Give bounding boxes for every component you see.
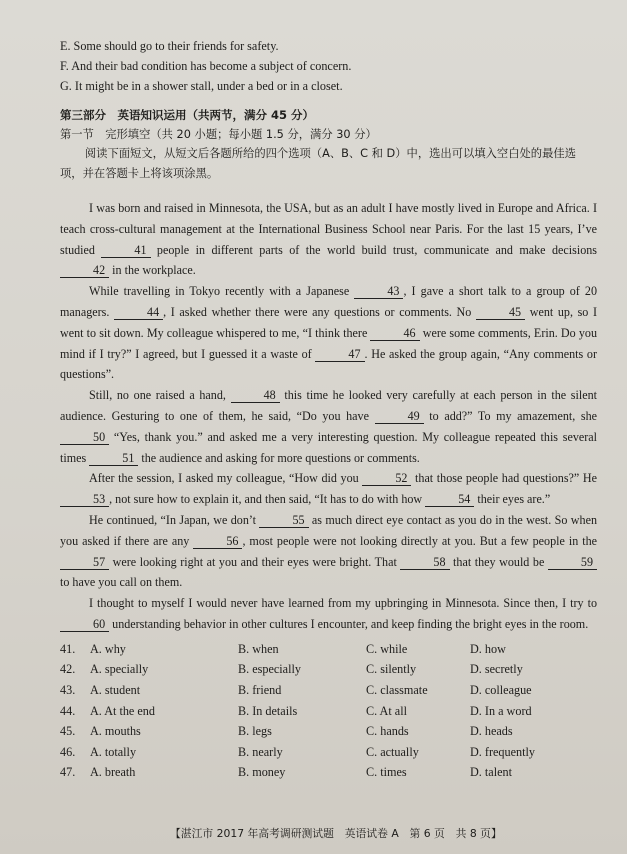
passage-text: to have you call on them. — [60, 575, 183, 590]
passage-text: this time he looked very carefully at each person in the silent audience. Gesturing to one of them, he said, “Do you have — [60, 388, 597, 423]
blank-56: 56 — [193, 534, 242, 549]
choice-a: A. totally — [90, 744, 137, 759]
passage-text: were looking right at you and their eyes were bright. That — [109, 554, 401, 569]
choice-c: C. classmate — [366, 682, 428, 697]
blank-49: 49 — [375, 409, 424, 424]
blank-58: 58 — [400, 555, 449, 570]
passage-text: . He asked the group again, “Any comments or questions”. — [60, 346, 597, 382]
choice-b: B. when — [238, 641, 279, 656]
choice-b: B. In details — [238, 703, 298, 718]
question-number: 42. — [60, 662, 76, 677]
blank-46: 46 — [370, 326, 419, 341]
passage-text: the audience and asking for more questions or comments. — [138, 450, 420, 465]
blank-54: 54 — [425, 492, 474, 507]
choice-row — [60, 639, 597, 660]
blank-41: 41 — [101, 243, 150, 258]
choice-d: D. frequently — [470, 744, 535, 759]
reading-options-block — [60, 36, 597, 96]
choice-row — [60, 659, 597, 680]
question-number: 43. — [60, 682, 76, 697]
choice-c: C. actually — [366, 744, 419, 759]
blank-50: 50 — [60, 430, 109, 445]
question-number: 44. — [60, 703, 76, 718]
blank-47: 47 — [315, 347, 364, 362]
choice-a: A. At the end — [90, 703, 155, 718]
question-number: 47. — [60, 765, 76, 780]
choice-c: C. At all — [366, 703, 407, 718]
subsection-title: 第一节 完形填空（共 20 小题；每小题 1.5 分，满分 30 分） — [60, 128, 377, 141]
choice-row — [60, 701, 597, 722]
choice-c: C. hands — [366, 724, 409, 739]
passage-text: , most people were not looking directly at you. But a few people in the — [242, 533, 597, 548]
choice-d: D. how — [470, 641, 506, 656]
blank-42: 42 — [60, 263, 109, 278]
option-f: F. And their bad condition has become a subject of concern. — [60, 59, 352, 73]
choice-a: A. specially — [90, 662, 149, 677]
blank-57: 57 — [60, 555, 109, 570]
blank-53: 53 — [60, 492, 109, 507]
passage-text: I thought to myself I would never have learned from my upbringing in Minnesota. Since then, I try to — [89, 596, 597, 611]
passage-text: , I gave a short talk to a group of 20 managers. — [60, 284, 597, 319]
passage-text: understanding behavior in other cultures I encounter, and keep finding the bright eyes in the room. — [109, 616, 589, 631]
passage-text: He continued, “In Japan, we don’t — [89, 512, 260, 527]
choice-d: D. secretly — [470, 662, 523, 677]
choice-a: A. why — [90, 641, 126, 656]
blank-43: 43 — [354, 284, 403, 299]
passage-text: After the session, I asked my colleague, “How did you — [89, 471, 363, 486]
choice-c: C. while — [366, 641, 408, 656]
instructions: 阅读下面短文，从短文后各题所给的四个选项（A、B、C 和 D）中，选出可以填入空白处的最佳选项，并在答题卡上将该项涂黑。 — [60, 147, 576, 180]
choice-b: B. legs — [238, 724, 272, 739]
passage-text: , I asked whether there were any questions or comments. No — [163, 304, 476, 319]
choice-b: B. money — [238, 765, 286, 780]
blank-52: 52 — [362, 471, 411, 486]
question-number: 41. — [60, 641, 76, 656]
passage-text: , not sure how to explain it, and then said, “It has to do with how — [109, 492, 426, 507]
question-number: 45. — [60, 724, 76, 739]
choice-b: B. especially — [238, 662, 301, 677]
passage-text: as much direct eye contact as you do in the west. So when you asked if there are any — [60, 512, 597, 548]
passage-text: Still, no one raised a hand, — [89, 388, 231, 403]
passage-paragraph — [60, 281, 597, 385]
passage-text: that they would be — [449, 554, 548, 569]
choice-d: D. heads — [470, 724, 513, 739]
passage-text: While travelling in Tokyo recently with a Japanese — [89, 284, 355, 299]
choice-d: D. colleague — [470, 682, 532, 697]
choice-c: C. times — [366, 765, 407, 780]
passage-paragraph — [60, 593, 597, 635]
choice-d: D. talent — [470, 765, 512, 780]
passage-text: “Yes, thank you.” and asked me a very interesting question. My colleague repeated this several times — [60, 429, 597, 465]
passage-text: in the workplace. — [109, 263, 196, 278]
question-number: 46. — [60, 744, 76, 759]
passage-paragraph — [60, 385, 597, 468]
blank-59: 59 — [548, 555, 597, 570]
blank-55: 55 — [259, 513, 308, 528]
passage-text: that those people had questions?” He — [411, 471, 597, 486]
choice-a: A. student — [90, 682, 141, 697]
choice-b: B. nearly — [238, 744, 283, 759]
answer-choices — [60, 639, 597, 783]
passage-text: to add?” To my amazement, she — [423, 408, 597, 423]
passage-text: people in different parts of the world build trust, communicate and make decisions — [150, 242, 597, 257]
passage-text: went up, so I went to sit down. My colleague whispered to me, “I think there — [60, 304, 598, 340]
choice-d: D. In a word — [470, 703, 532, 718]
choice-b: B. friend — [238, 682, 282, 697]
page-footer: 【湛江市 2017 年高考调研测试题 英语试卷 A 第 6 页 共 8 页】 — [170, 827, 502, 840]
passage-text: their eyes are.” — [474, 492, 551, 507]
passage-paragraph — [60, 198, 597, 281]
choice-row — [60, 680, 597, 701]
choice-a: A. breath — [90, 765, 136, 780]
passage-text: I was born and raised in Minnesota, the USA, but as an adult I have mostly lived in Europe and Africa. I teach cross-cultural management at the International Business School near Paris. For the last 15 years, I’ve studied — [60, 201, 597, 257]
blank-44: 44 — [114, 305, 163, 320]
choice-row — [60, 742, 597, 763]
blank-45: 45 — [476, 305, 525, 320]
passage-text: were some comments, Erin. Do you mind if I try?” I agreed, but I guessed it a waste of — [60, 325, 597, 361]
choice-row — [60, 762, 597, 783]
cloze-passage — [60, 198, 597, 635]
passage-paragraph — [60, 468, 597, 510]
option-g: G. It might be in a shower stall, under a bed or in a closet. — [60, 79, 343, 93]
blank-48: 48 — [231, 388, 280, 403]
choice-c: C. silently — [366, 662, 417, 677]
option-e: E. Some should go to their friends for safety. — [60, 39, 279, 53]
choice-row — [60, 721, 597, 742]
passage-paragraph — [60, 510, 597, 593]
section-title: 第三部分 英语知识运用（共两节，满分 45 分） — [60, 108, 315, 122]
choice-a: A. mouths — [90, 724, 141, 739]
blank-51: 51 — [89, 451, 138, 466]
blank-60: 60 — [60, 617, 109, 632]
